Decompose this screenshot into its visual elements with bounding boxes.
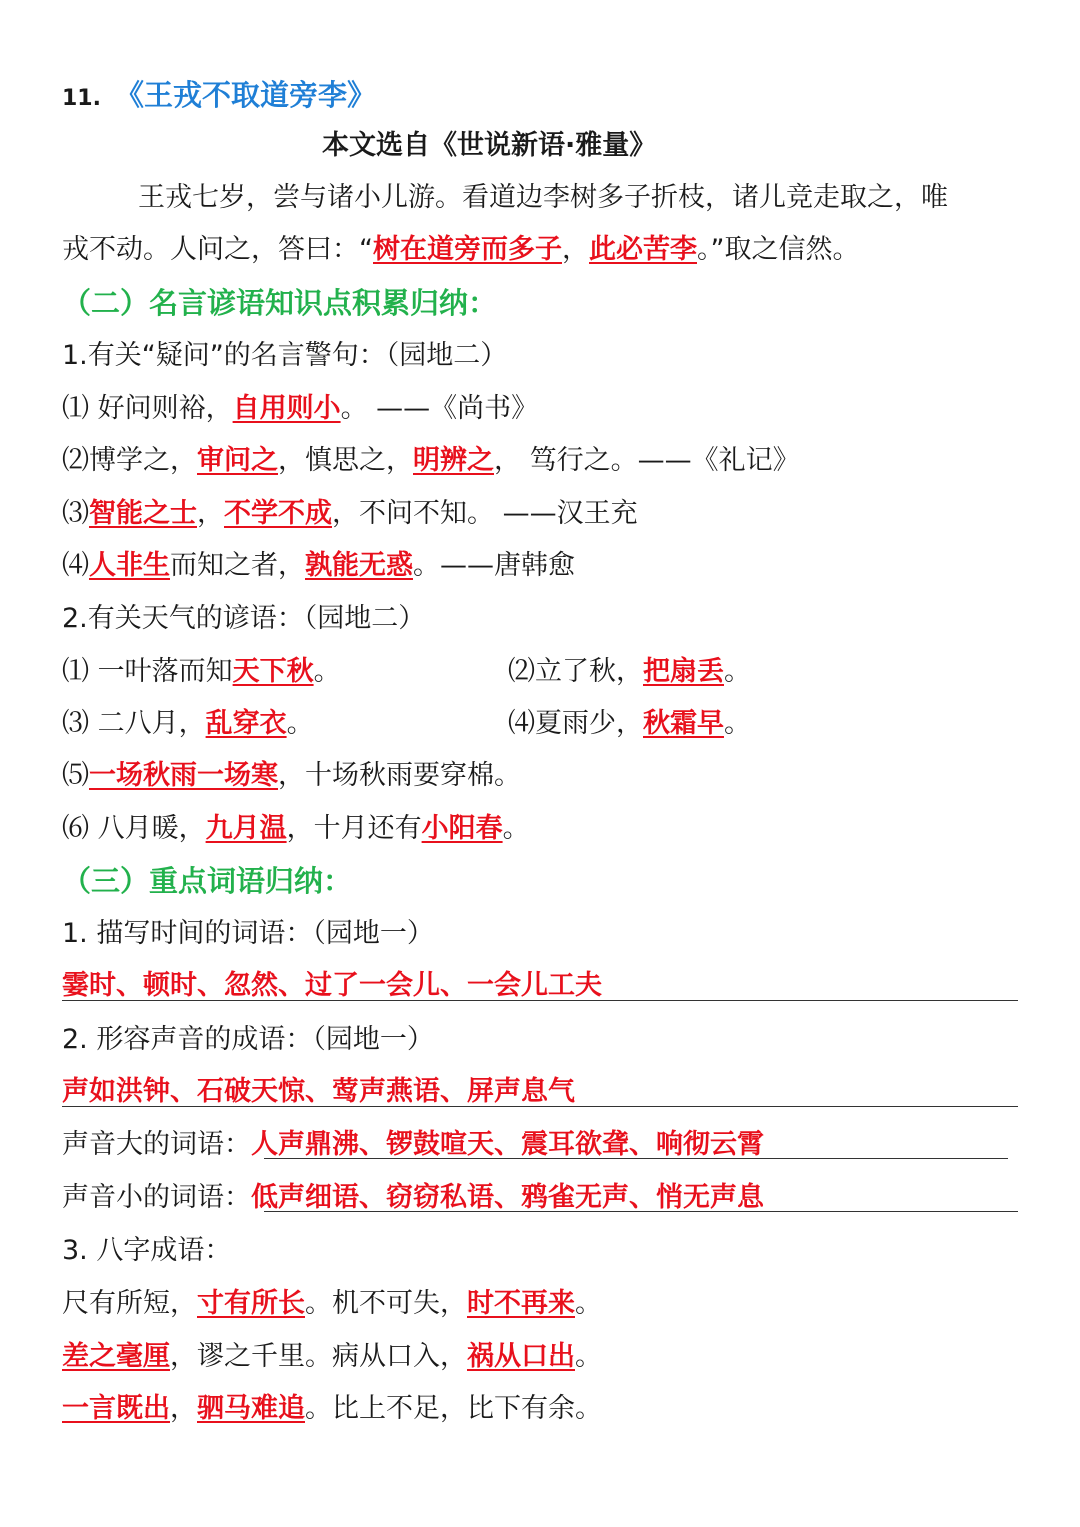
text: 。机不可失，	[305, 1288, 467, 1319]
text: 。	[502, 813, 530, 844]
proverb-1	[62, 656, 341, 688]
answer-line	[62, 1000, 1018, 1001]
answer: 孰能无惑	[305, 550, 413, 581]
answer: 明辨之	[413, 445, 494, 476]
passage-11-title	[62, 78, 376, 113]
answer: 祸从口出	[467, 1341, 575, 1372]
answer: 寸有所长	[197, 1288, 305, 1319]
text: ，慎思之，	[278, 445, 413, 476]
text: ，	[562, 234, 589, 265]
answer-line	[62, 1106, 1018, 1107]
text: ， 笃行之。——《礼记》	[494, 445, 800, 476]
section-3-heading: （三）重点词语归纳：	[62, 864, 353, 898]
text: ⑵博学之，	[62, 445, 197, 476]
text: ，十场秋雨要穿棉。	[278, 760, 521, 791]
text: ⑷夏雨少，	[508, 708, 643, 739]
text: 。	[286, 708, 314, 739]
answer: 九月温	[205, 813, 287, 844]
answer: 人声鼎沸、锣鼓喧天、震耳欲聋、响彻云霄	[251, 1129, 764, 1160]
answer: 天下秋	[232, 656, 314, 687]
text: ，不问不知。 ——汉王充	[332, 498, 638, 529]
answer-line	[264, 1158, 1008, 1159]
answer: 树在道旁而多子	[373, 234, 562, 265]
text: ⑷	[62, 550, 89, 581]
text: 。	[724, 708, 751, 739]
passage-title: 《王戎不取道旁李》	[114, 78, 376, 112]
quote-3	[62, 498, 638, 530]
text: ，十月还有	[286, 813, 422, 844]
answer: 时不再来	[467, 1288, 575, 1319]
text: 。比上不足，比下有余。	[305, 1393, 602, 1424]
text: 。”取之信然。	[697, 234, 860, 265]
answer: 小阳春	[421, 813, 503, 844]
sec2-heading-2: 2.有关天气的谚语：（园地二）	[62, 603, 426, 634]
answer: 一场秋雨一场寒	[89, 760, 278, 791]
answer: 低声细语、窃窃私语、鸦雀无声、悄无声息	[251, 1182, 764, 1213]
text: ，	[197, 498, 224, 529]
proverb-5	[62, 760, 521, 792]
idiom-line-2	[62, 1341, 602, 1373]
text: 。	[313, 656, 341, 687]
text: 而知之者，	[170, 550, 305, 581]
answer: 审问之	[197, 445, 278, 476]
label: 声音小的词语：	[62, 1182, 251, 1213]
sec3-heading-3: 3. 八字成语：	[62, 1235, 232, 1266]
sec3-heading-1: 1. 描写时间的词语：（园地一）	[62, 918, 434, 949]
section-2-heading: （二）名言谚语知识点积累归纳：	[62, 286, 498, 320]
text: ⑸	[62, 760, 89, 791]
time-words: 霎时、顿时、忽然、过了一会儿、一会儿工夫	[62, 970, 602, 1001]
answer: 把扇丢	[643, 656, 724, 687]
answer: 自用则小	[232, 393, 341, 424]
text: ⑴ 好问则裕，	[62, 393, 233, 424]
answer: 不学不成	[224, 498, 332, 529]
passage-line-1: 王戎七岁，尝与诸小儿游。看道边李树多子折枝，诸儿竞走取之，唯	[138, 182, 948, 213]
text: 。	[575, 1288, 602, 1319]
answer: 差之毫厘	[62, 1341, 170, 1372]
proverb-2	[508, 656, 751, 688]
text: ，谬之千里。病从口入，	[170, 1341, 467, 1372]
quote-4	[62, 550, 575, 582]
text: ，	[170, 1393, 197, 1424]
soft-words	[62, 1182, 764, 1214]
passage-number: 11.	[62, 86, 101, 111]
proverb-6	[62, 813, 530, 845]
answer: 此必苦李	[589, 234, 697, 265]
text: ⑴ 一叶落而知	[62, 656, 233, 687]
answer-line	[264, 1211, 1018, 1212]
text: ⑶ 二八月，	[62, 708, 206, 739]
text: 。——唐韩愈	[413, 550, 575, 581]
label: 声音大的词语：	[62, 1129, 251, 1160]
sound-idioms: 声如洪钟、石破天惊、莺声燕语、屏声息气	[62, 1076, 575, 1107]
text: 。 ——《尚书》	[340, 393, 539, 424]
proverb-3	[62, 708, 314, 740]
text: ⑵立了秋，	[508, 656, 643, 687]
answer: 一言既出	[62, 1393, 170, 1424]
text: ⑶	[62, 498, 89, 529]
text: 尺有所短，	[62, 1288, 197, 1319]
sec3-heading-2: 2. 形容声音的成语：（园地一）	[62, 1024, 434, 1055]
answer: 人非生	[89, 550, 170, 581]
idiom-line-1	[62, 1288, 602, 1320]
answer: 秋霜早	[643, 708, 724, 739]
loud-words	[62, 1129, 764, 1161]
sec2-heading-1: 1.有关“疑问”的名言警句：（园地二）	[62, 340, 508, 371]
passage-line-2	[62, 234, 860, 266]
text: ⑹ 八月暖，	[62, 813, 206, 844]
proverb-4	[508, 708, 751, 740]
text: 。	[575, 1341, 602, 1372]
answer: 智能之士	[89, 498, 197, 529]
text: 。	[724, 656, 751, 687]
quote-1	[62, 393, 538, 425]
passage-source: 本文选自《世说新语·雅量》	[322, 130, 657, 161]
idiom-line-3	[62, 1393, 602, 1425]
answer: 驷马难追	[197, 1393, 305, 1424]
text: 戎不动。人问之，答曰：“	[62, 234, 373, 265]
quote-2	[62, 445, 800, 477]
answer: 乱穿衣	[205, 708, 287, 739]
